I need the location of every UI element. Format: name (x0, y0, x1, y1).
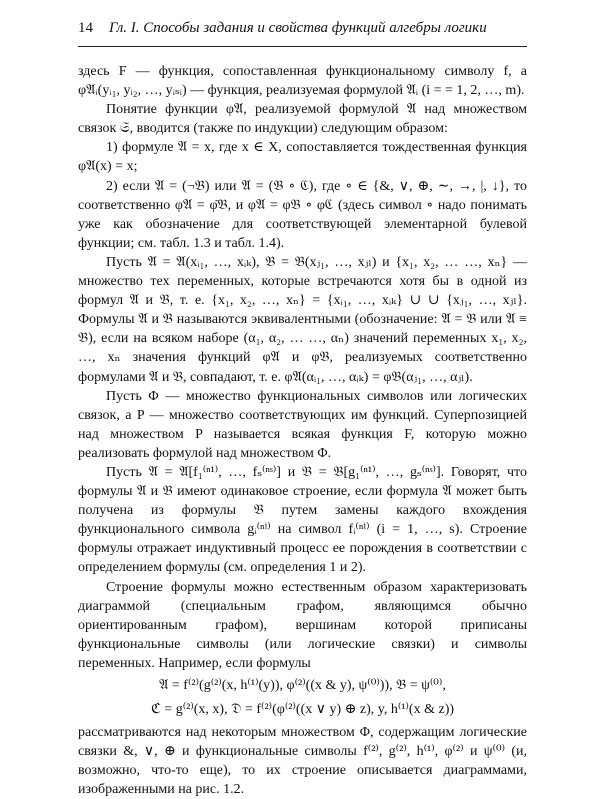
page-body (78, 62, 527, 798)
chapter-title: Гл. I. Способы задания и свойства функций алгебры логики (109, 20, 487, 36)
header-rule (78, 46, 527, 47)
paragraph: Пусть 𝔄 = 𝔄(xᵢ₁, …, xᵢₖ), 𝔅 = 𝔅(xⱼ₁, …, xⱼₗ) и {x₁, x₂, … …, xₙ} — множество тех переменных, которые встречаются хотя бы в одной из формул 𝔄 и 𝔅, т. е. {x₁, x₂, …, xₙ} = {xᵢ₁, …, xᵢₖ} ∪ ∪ {xⱼ₁, …, xⱼₗ}. Формулы 𝔄 и 𝔅 называются эквивалентными (обозначение: 𝔄 = 𝔅 или 𝔄 ≡ 𝔅), если на всяком наборе (α₁, α₂, … …, αₙ) значений переменных x₁, x₂, …, xₙ значения функций φ𝔄 и φ𝔅, реализуемых соответственно формулами 𝔄 и 𝔅, совпадают, т. е. φ𝔄(αᵢ₁, …, αᵢₖ) = φ𝔅(αⱼ₁, …, αⱼₗ). (78, 254, 527, 385)
paragraph: 2) если 𝔄 = (¬𝔅) или 𝔄 = (𝔅 ∘ ℭ), где ∘ ∈ {&, ∨, ⊕, ∼, →, |, ↓}, то соответственно φ𝔄 = φ̄𝔅, и φ𝔄 = φ𝔅 ∘ φℭ (здесь символ ∘ надо понимать уже как обозначение для соответствующей элементарной булевой функции; см. табл. 1.3 и табл. 1.4). (78, 178, 527, 251)
paragraph: Строение формулы можно естественным образом характеризовать диаграммой (специальным графом, являющимся обычно ориентированным графом), вершинам которой приписаны функциональные символы (или логические связки) и символы переменных. Например, если формулы (78, 579, 527, 671)
paragraph: Понятие функции φ𝔄, реализуемой формулой 𝔄 над множеством связок 𝔖, вводится (также по индукции) следующим образом: (78, 102, 527, 137)
paragraph: Пусть 𝔄 = 𝔄[f₁⁽ⁿ¹⁾, …, fₛ⁽ⁿˢ⁾] и 𝔅 = 𝔅[g₁⁽ⁿ¹⁾, …, gₛ⁽ⁿˢ⁾]. Говорят, что формулы 𝔄 и 𝔅 имеют одинаковое строение, если формула 𝔄 может быть получена из формулы 𝔅 путем замены каждого вхождения функционального символа gᵢ⁽ⁿⁱ⁾ на символ fᵢ⁽ⁿⁱ⁾ (i = 1, …, s). Строение формулы отражает индуктивный процесс ее порождения в соответствии с определением формулы (см. определения 1 и 2). (78, 464, 527, 576)
paragraph: Пусть Φ — множество функциональных символов или логических связок, а P — множество соответствующих им функций. Суперпозицией над множеством P называется всякая функция F, которую можно реализовать формулой над множеством Φ. (78, 388, 527, 461)
display-formula: 𝔄 = f⁽²⁾(g⁽²⁾(x, h⁽¹⁾(y)), φ⁽²⁾((x & y), ψ⁽⁰⁾)), 𝔅 = ψ⁽⁰⁾, (159, 678, 446, 693)
paragraph: 1) формуле 𝔄 = x, где x ∈ X, сопоставляется тождественная функция φ𝔄(x) = x; (78, 140, 527, 175)
paragraph: рассматриваются над некоторым множеством Φ, содержащим логические связки &, ∨, ⊕ и функциональные символы f⁽²⁾, g⁽²⁾, h⁽¹⁾, φ⁽²⁾ и ψ⁽⁰⁾ (и, возможно, что-то еще), то их строение описывается диаграммами, изображенными на рис. 1.2. (78, 725, 527, 798)
paragraph: здесь F — функция, сопоставленная функциональному символу f, а φ𝔄ᵢ(yᵢ₁, yᵢ₂, …, yᵢₛᵢ) — функция, реализуемая формулой 𝔄ᵢ (i = = 1, 2, …, m). (78, 64, 527, 99)
page-number: 14 (78, 20, 93, 36)
running-header (78, 20, 522, 42)
display-formula: ℭ = g⁽²⁾(x, x), 𝔇 = f⁽²⁾(φ⁽²⁾((x ∨ y) ⊕ z), y, h⁽¹⁾(x & z)) (150, 702, 455, 717)
